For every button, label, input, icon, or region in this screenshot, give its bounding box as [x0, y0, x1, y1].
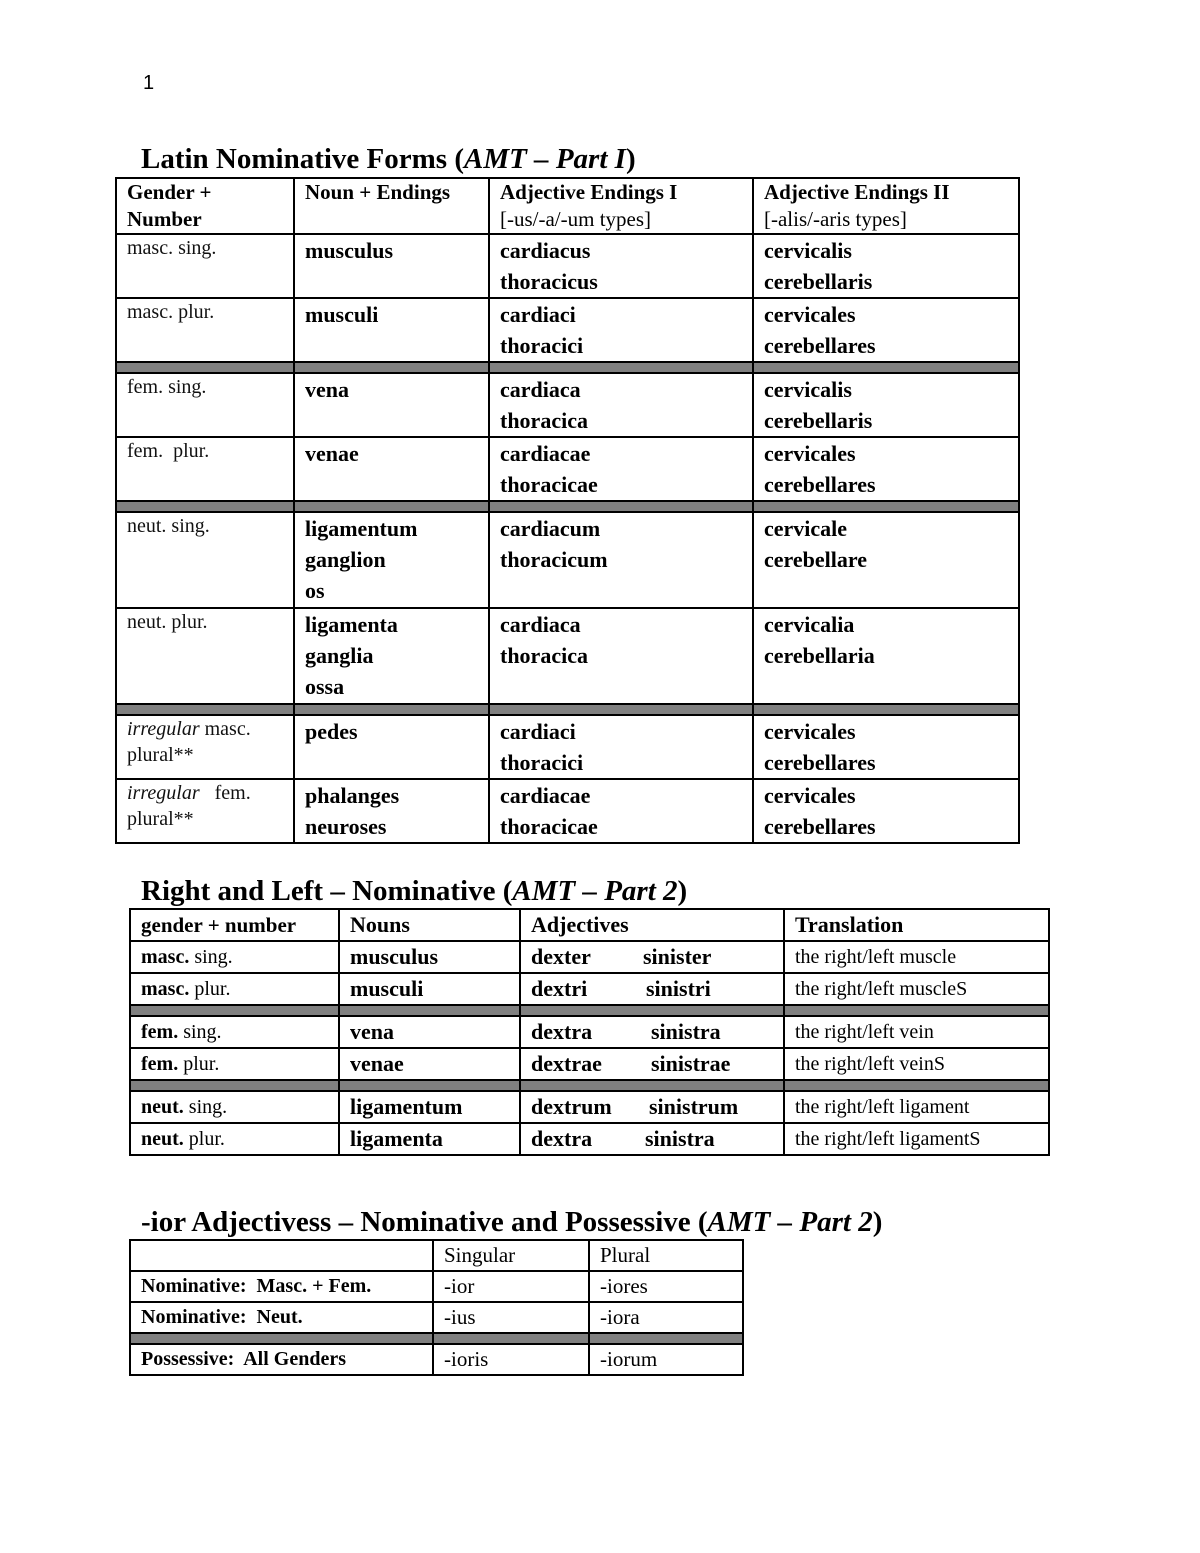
table-row: [116, 512, 1019, 608]
translation-cell: the right/left muscle: [784, 941, 1049, 973]
table2-title: Right and Left – Nominative (AMT – Part 2): [141, 875, 688, 907]
noun-cell: phalanges neuroses: [294, 779, 489, 843]
table-row: [130, 973, 1049, 1005]
table1-title: Latin Nominative Forms (AMT – Part I): [141, 143, 636, 175]
table-row: [130, 1091, 1049, 1123]
adj2-cell: cervicale cerebellare: [753, 512, 1019, 608]
header-gender-number: Gender + Number: [116, 178, 294, 234]
header-gender-number: gender + number: [130, 909, 339, 941]
noun-cell: musculi: [339, 973, 520, 1005]
table-row: [130, 1123, 1049, 1155]
adj1-cell: cardiacae thoracicae: [489, 437, 753, 501]
noun-cell: ligamentum: [339, 1091, 520, 1123]
adj1-cell: cardiaca thoracica: [489, 608, 753, 704]
adjective-cell: dextri sinistri: [520, 973, 784, 1005]
translation-cell: the right/left ligamentS: [784, 1123, 1049, 1155]
table-header-row: [130, 1240, 743, 1271]
table-row: [116, 234, 1019, 298]
row-label: fem. sing.: [116, 373, 294, 437]
header-noun-endings: Noun + Endings: [294, 178, 489, 234]
table-row: [130, 1271, 743, 1302]
adjective-cell: dextra sinistra: [520, 1123, 784, 1155]
row-label: irregular masc. plural**: [116, 715, 294, 779]
table-row: [130, 1048, 1049, 1080]
noun-cell: vena: [339, 1016, 520, 1048]
adjective-cell: dextrae sinistrae: [520, 1048, 784, 1080]
table-row: [116, 437, 1019, 501]
row-label: irregular fem. plural**: [116, 779, 294, 843]
header-translation: Translation: [784, 909, 1049, 941]
row-label: fem. sing.: [130, 1016, 339, 1048]
row-label: fem. plur.: [116, 437, 294, 501]
header-singular: Singular: [433, 1240, 589, 1271]
table-row: [130, 1302, 743, 1333]
adj2-cell: cervicalia cerebellaria: [753, 608, 1019, 704]
plural-cell: -iorum: [589, 1344, 743, 1375]
plural-cell: -iores: [589, 1271, 743, 1302]
noun-cell: musculus: [339, 941, 520, 973]
page-number: 1: [143, 72, 155, 94]
translation-cell: the right/left vein: [784, 1016, 1049, 1048]
noun-cell: pedes: [294, 715, 489, 779]
row-label: Nominative: Neut.: [130, 1302, 433, 1333]
noun-cell: ligamenta: [339, 1123, 520, 1155]
singular-cell: -ius: [433, 1302, 589, 1333]
table3-title: -ior Adjectivess – Nominative and Possessive (AMT – Part 2): [141, 1206, 883, 1238]
noun-cell: ligamenta ganglia ossa: [294, 608, 489, 704]
row-label: neut. plur.: [116, 608, 294, 704]
table-row: [116, 373, 1019, 437]
table-row: [130, 941, 1049, 973]
adj2-cell: cervicales cerebellares: [753, 298, 1019, 362]
singular-cell: -ior: [433, 1271, 589, 1302]
noun-cell: ligamentum ganglion os: [294, 512, 489, 608]
noun-cell: venae: [339, 1048, 520, 1080]
header-adjective-endings-2: Adjective Endings II [-alis/-aris types]: [753, 178, 1019, 234]
row-label: fem. plur.: [130, 1048, 339, 1080]
row-label: masc. plur.: [130, 973, 339, 1005]
table-row: [130, 1344, 743, 1375]
adjective-cell: dextra sinistra: [520, 1016, 784, 1048]
table-row: [116, 779, 1019, 843]
separator-row: [130, 1333, 743, 1344]
adj1-cell: cardiacum thoracicum: [489, 512, 753, 608]
row-label: masc. sing.: [130, 941, 339, 973]
row-label: masc. sing.: [116, 234, 294, 298]
header-nouns: Nouns: [339, 909, 520, 941]
table-row: [116, 608, 1019, 704]
separator-row: [130, 1005, 1049, 1016]
singular-cell: -ioris: [433, 1344, 589, 1375]
adj1-cell: cardiacus thoracicus: [489, 234, 753, 298]
row-label: Possessive: All Genders: [130, 1344, 433, 1375]
header-blank: [130, 1240, 433, 1271]
adj2-cell: cervicales cerebellares: [753, 437, 1019, 501]
adj2-cell: cervicalis cerebellaris: [753, 234, 1019, 298]
row-label: Nominative: Masc. + Fem.: [130, 1271, 433, 1302]
header-adjective-endings-1: Adjective Endings I [-us/-a/-um types]: [489, 178, 753, 234]
adjective-cell: dextrum sinistrum: [520, 1091, 784, 1123]
header-adjectives: Adjectives: [520, 909, 784, 941]
separator-row: [116, 362, 1019, 373]
row-label: neut. plur.: [130, 1123, 339, 1155]
row-label: neut. sing.: [116, 512, 294, 608]
row-label: neut. sing.: [130, 1091, 339, 1123]
noun-cell: musculus: [294, 234, 489, 298]
row-label: masc. plur.: [116, 298, 294, 362]
adj1-cell: cardiacae thoracicae: [489, 779, 753, 843]
translation-cell: the right/left veinS: [784, 1048, 1049, 1080]
table-row: [116, 715, 1019, 779]
table-row: [130, 1016, 1049, 1048]
noun-cell: venae: [294, 437, 489, 501]
table-header-row: [116, 178, 1019, 234]
plural-cell: -iora: [589, 1302, 743, 1333]
adjective-cell: dexter sinister: [520, 941, 784, 973]
translation-cell: the right/left muscleS: [784, 973, 1049, 1005]
adj1-cell: cardiaci thoracici: [489, 715, 753, 779]
ior-adjectives-table: [129, 1239, 744, 1376]
adj2-cell: cervicales cerebellares: [753, 715, 1019, 779]
adj2-cell: cervicalis cerebellaris: [753, 373, 1019, 437]
nominative-forms-table: [115, 177, 1020, 844]
adj1-cell: cardiaci thoracici: [489, 298, 753, 362]
table-row: [116, 298, 1019, 362]
separator-row: [130, 1080, 1049, 1091]
adj1-cell: cardiaca thoracica: [489, 373, 753, 437]
header-plural: Plural: [589, 1240, 743, 1271]
translation-cell: the right/left ligament: [784, 1091, 1049, 1123]
table-header-row: [130, 909, 1049, 941]
separator-row: [116, 704, 1019, 715]
right-left-table: [129, 908, 1050, 1156]
adj2-cell: cervicales cerebellares: [753, 779, 1019, 843]
separator-row: [116, 501, 1019, 512]
noun-cell: vena: [294, 373, 489, 437]
noun-cell: musculi: [294, 298, 489, 362]
